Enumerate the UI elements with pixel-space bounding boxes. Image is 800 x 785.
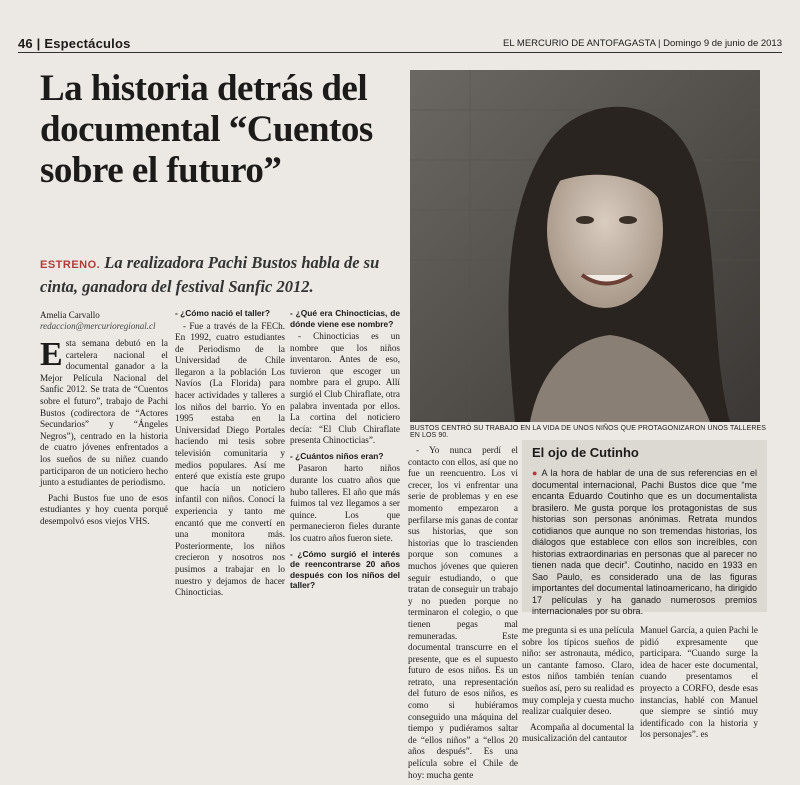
interview-question: - ¿Cómo surgió el interés de reencontrarse 20 años después con los niños del taller? xyxy=(290,548,400,591)
sidebar-body xyxy=(532,468,757,618)
bullet-icon: ● xyxy=(532,468,539,478)
paragraph: Pasaron harto niños durante los cuatro años que hubo talleres. El año que más fuimos tal vez llegamos a ser quince. Los que permanecieron fieles durante los cuatro años fueron siete. xyxy=(290,463,400,543)
lead-tag: ESTRENO. xyxy=(40,259,101,271)
article-column-3 xyxy=(290,308,400,593)
byline xyxy=(40,310,170,332)
paragraph: - Yo nunca perdí el contacto con ellos, así que no fue un reencuentro. Los vi crecer, los vi enfrentar una serie de problemas y en ese momento empezaron a perfilarse mis ganas de contar sus historias, que son historias que lo trascienden porque son comunes a muchos jóvenes que quieren seguir estudiando, o que tratan de conseguir un trabajo y no pueden porque no terminaron el colegio, o que tienen pegas mal remuneradas. Este documental transcurre en el presente, que es el supuesto futuro de esos niños. Es un retrato, una representación del futuro de esos niños, es como si hubiéramos conseguido una máquina del tiempo y pudiéramos saltar de “ellos niños” a “ellos 20 años después”. Es una película sobre el Chile de hoy: mucha gente xyxy=(408,445,518,780)
sidebar-text: A la hora de hablar de una de sus referencias en el documental internacional, Pachi Bustos dice que “me encanta Eduardo Coutinho que es un documentalista brasilero. Me gusta porque los protagonistas de sus historias son personas anónimas. Retrata mundos cotidianos que aunque no son tremendas historias, los diálogos que establece con ellos son increíbles, con historias extraordinarias en personas que al parecer no tienen nada que decir”. Coutinho, nacido en 1933 en Sao Paulo, es considerado una de las figuras importantes del documental latinoamericano, ha dirigido 17 películas y ha ganado numerosos premios internacionales por su obra. xyxy=(532,468,757,616)
article-headline: La historia detrás del documental “Cuentos sobre el futuro” xyxy=(40,68,373,191)
section-name: Espectáculos xyxy=(44,36,131,51)
photo-caption: BUSTOS CENTRÓ SU TRABAJO EN LA VIDA DE UNOS NIÑOS QUE PROTAGONIZARON UNOS TALLERES EN LOS 90. xyxy=(410,425,767,439)
portrait-illustration xyxy=(410,70,760,422)
page-number: 46 xyxy=(18,36,33,51)
article-lead xyxy=(40,252,400,297)
sidebar-title: El ojo de Cutinho xyxy=(532,445,639,460)
article-column-1 xyxy=(40,338,168,532)
paragraph: Manuel García, a quien Pachi le pidió expresamente que participara. “Cuando surge la idea de hacer este documental, cuando presentamos el proyecto a CORFO, desde esas instancias, hablé con Manuel que siempre se sintió muy identificado con la historia y los personajes”. es xyxy=(640,625,758,740)
header-rule xyxy=(18,52,782,53)
paragraph xyxy=(40,338,168,489)
interview-question: - ¿Qué era Chinocticias, de dónde viene ese nombre? xyxy=(290,308,400,329)
paragraph-text: sta semana debutó en la cartelera nacional el documental ganador a la Mejor Película Nacional del Sanfic 2012. Se trata de “Cuentos sobre el futuro”, trabajo de Pachi Bustos (codirectora de “Actores Secundarios” y “Ángeles Negros”), centrado en la historia de cuatro jóvenes enfrentados a los sueños de su niñez cuando participaron de un noticiero hecho junto a estudiantes de periodismo. xyxy=(40,338,168,488)
lead-text: La realizadora Pachi Bustos habla de su cinta, ganadora del festival Sanfic 2012. xyxy=(40,253,380,296)
interview-question: - ¿Cuántos niños eran? xyxy=(290,450,384,461)
paragraph: me pregunta si es una película sobre los típicos sueños de niño: ser astronauta, médico, un cantante famoso. Claro, estos niños también tenían sueños así, pero su realidad es muy compleja y cuesta mucho realizar cualquier deseo. xyxy=(522,625,634,717)
paragraph: Acompaña al documental la musicalización del cantautor xyxy=(522,721,634,744)
publication-name: EL MERCURIO DE ANTOFAGASTA xyxy=(503,38,656,49)
article-column-2 xyxy=(175,308,285,603)
paragraph: - Fue a través de la FECh. En 1992, cuatro estudiantes de Periodismo de la Universidad de Chile llegaron a la población Los Navíos (La Florida) para hacer actividades y talleres a los niños del barrio. Yo en 1995 estaba en la Universidad Diego Portales haciendo mi tesis sobre televisión comunitaria y medios populares. Así me enteré que existía este grupo que hacía un noticiero infantil con niños. Conocí la experiencia y tanto me encantó que me convertí en una monitora más. Posteriormente, los niños crecieron y nosotros nos pusimos a trabajar en lo nuestro y dejamos de hacer Chinocticias. xyxy=(175,320,285,598)
publication-info: EL MERCURIO DE ANTOFAGASTA | Domingo 9 de junio de 2013 xyxy=(503,38,782,49)
page-section-header: 46 | Espectáculos xyxy=(18,36,131,51)
drop-cap: E xyxy=(40,336,63,373)
interview-question: - ¿Cómo nació el taller? xyxy=(175,308,270,318)
paragraph: - Chinocticias es un nombre que los niños inventaron. Antes de eso, tuvieron que escoger un nombre para el grupo. Allí surgió el Club Chiraflate, otra palabra inventada por ellos. La cortina del noticiero decía: “El Club Chiraflate presenta Chinocticias”. xyxy=(290,331,400,446)
article-column-5 xyxy=(522,625,634,749)
article-column-4 xyxy=(408,445,518,785)
paragraph: Pachi Bustos fue uno de esos estudiantes y hoy cuenta porqué desempolvó esos viejos VHS. xyxy=(40,492,168,526)
author-name: Amelia Carvallo xyxy=(40,310,100,320)
publication-date: Domingo 9 de junio de 2013 xyxy=(663,38,782,49)
author-email: redaccion@mercurioregional.cl xyxy=(40,321,156,331)
portrait-photo xyxy=(410,70,760,422)
article-column-6 xyxy=(640,625,758,745)
